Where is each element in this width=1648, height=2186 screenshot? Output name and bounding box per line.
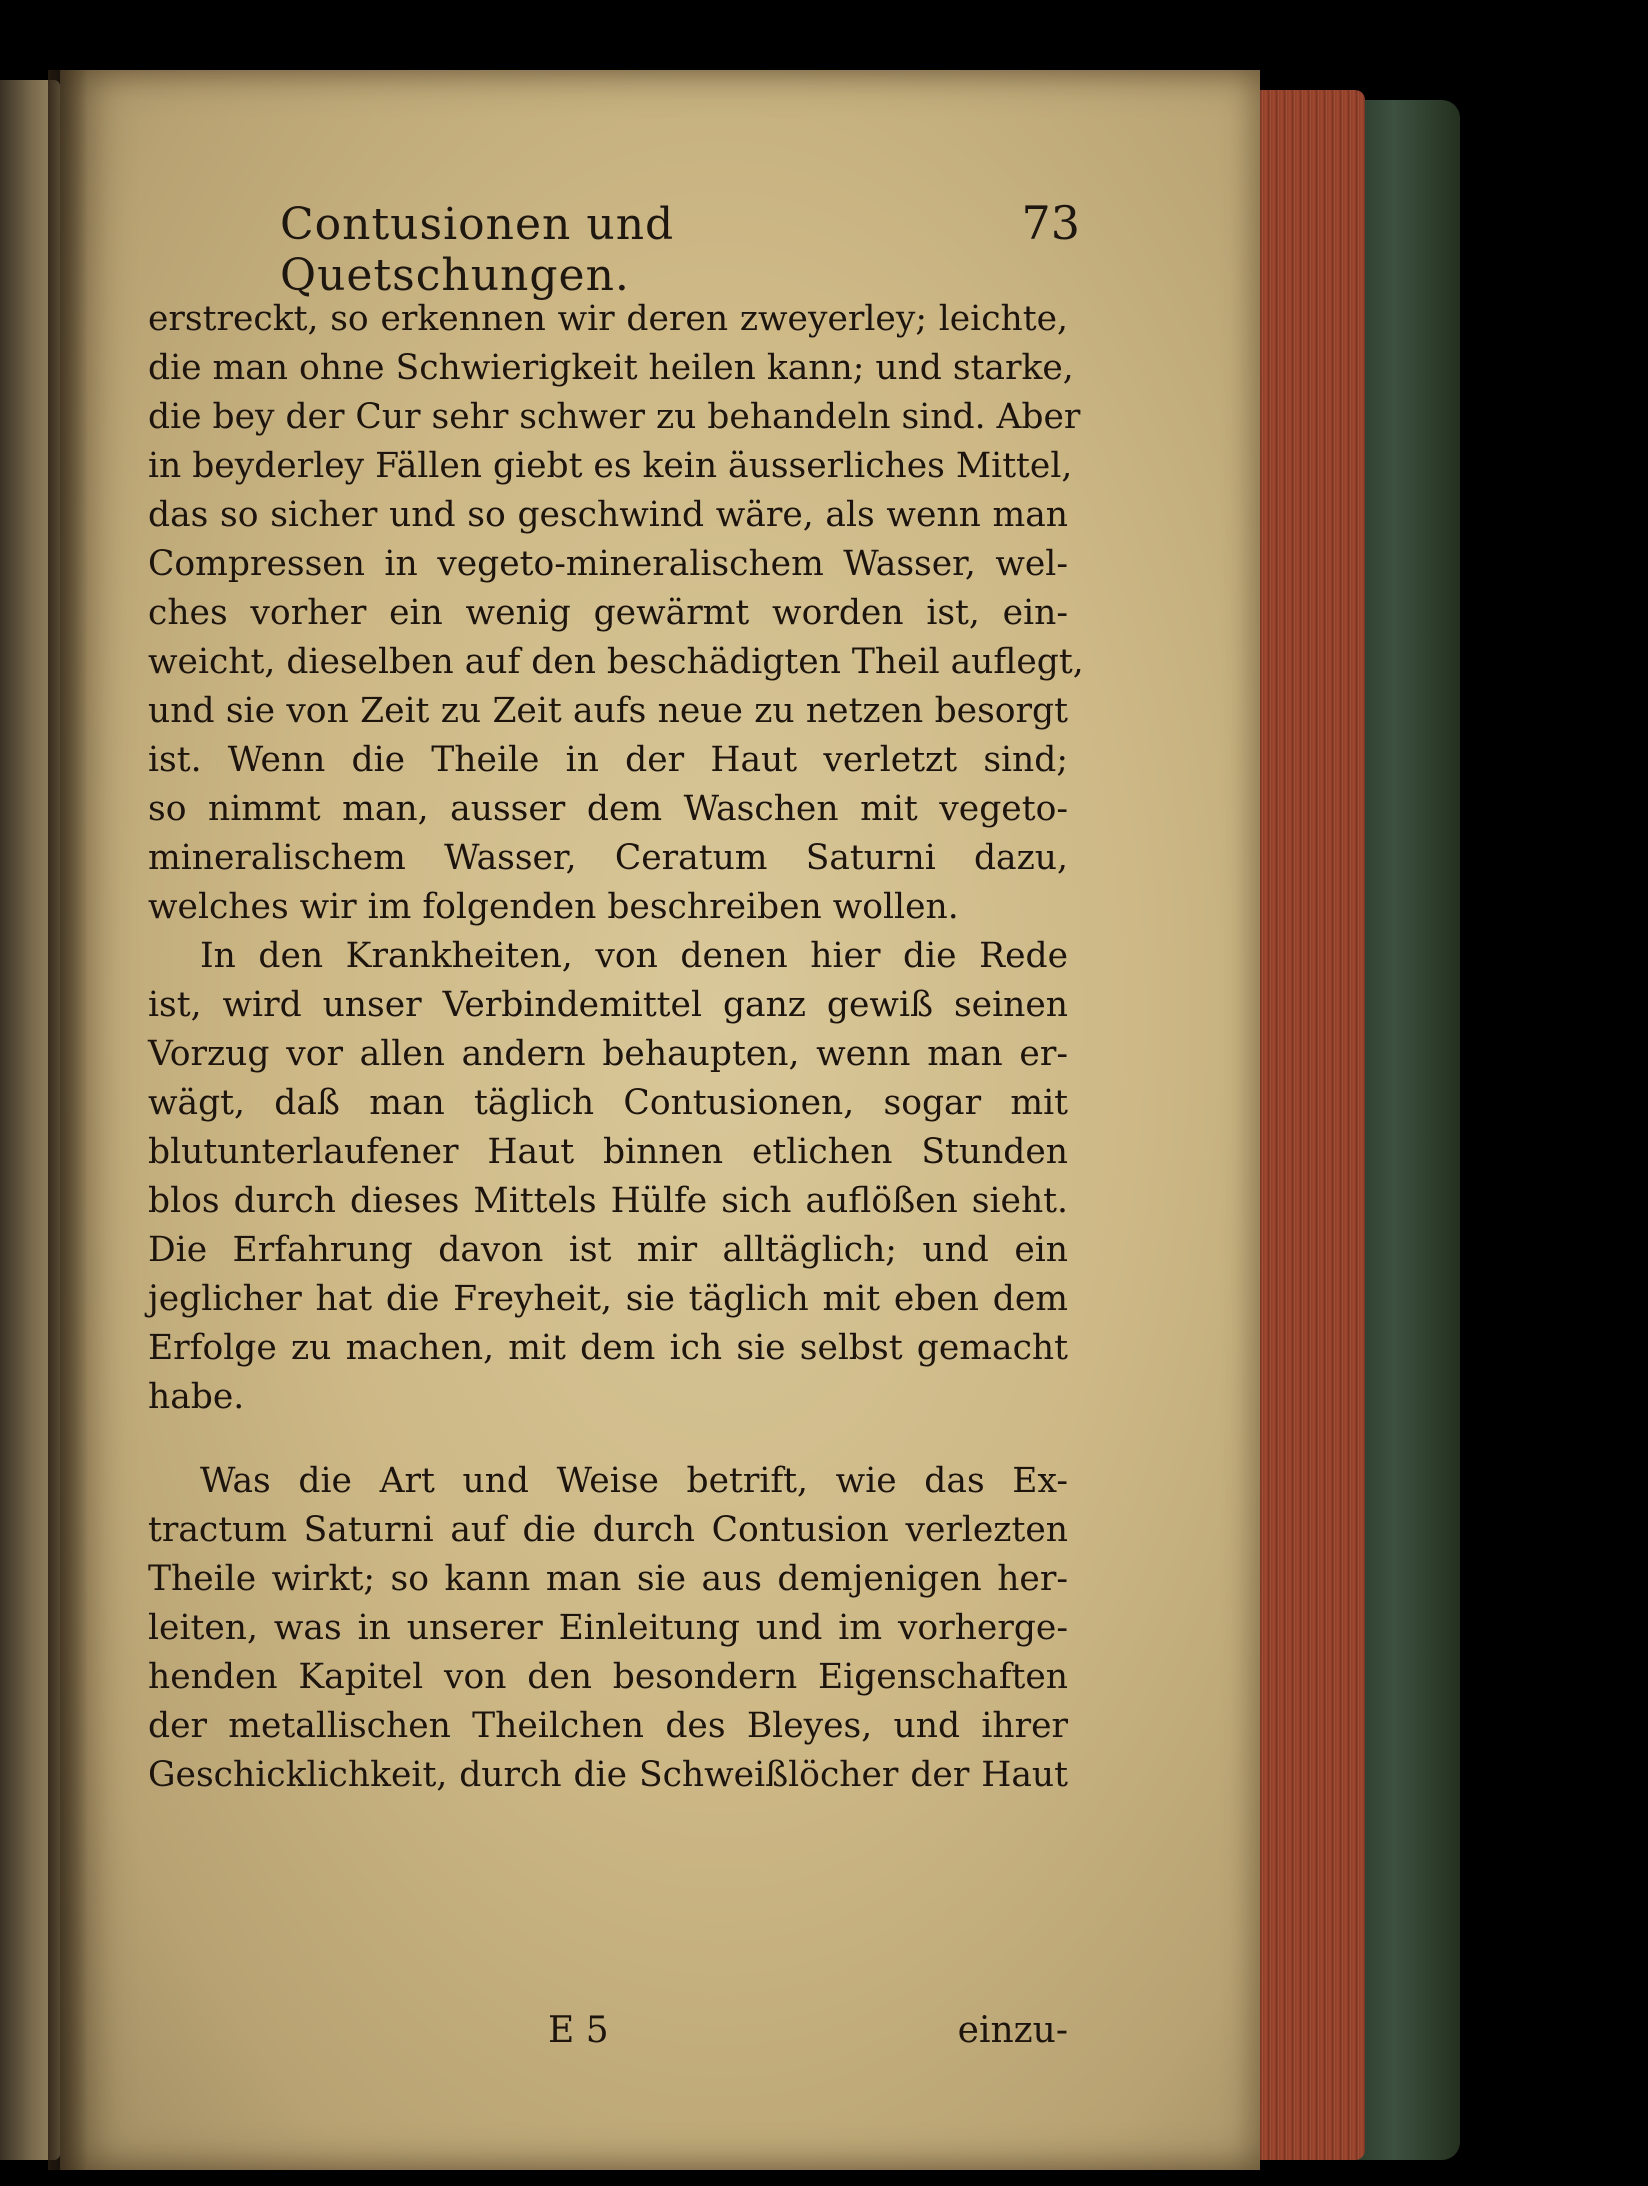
text-line: welches wir im folgenden beschreiben wollen. — [148, 887, 959, 927]
catchword: einzu- — [957, 2010, 1068, 2051]
text-line: leiten, was in unserer Einleitung und im vorherge- — [148, 1608, 1068, 1648]
page-number: 73 — [1021, 196, 1080, 250]
page-header — [280, 196, 1080, 301]
text-line: In den Krankheiten, von denen hier die Rede — [200, 936, 1068, 976]
text-line: jeglicher hat die Freyheit, sie täglich mit eben dem — [148, 1279, 1068, 1319]
text-line: und sie von Zeit zu Zeit aufs neue zu netzen besorgt — [148, 691, 1068, 731]
text-line: weicht, dieselben auf den beschädigten Theil auflegt, — [148, 642, 1084, 682]
text-line: Theile wirkt; so kann man sie aus demjenigen her- — [148, 1559, 1068, 1599]
running-title: Contusionen und Quetschungen. — [280, 199, 675, 301]
text-line: der metallischen Theilchen des Bleyes, und ihrer — [148, 1706, 1068, 1746]
text-line: blutunterlaufener Haut binnen etlichen Stunden — [148, 1132, 1068, 1172]
page-footer — [148, 2010, 1068, 2060]
text-line: so nimmt man, ausser dem Waschen mit vegeto- — [148, 789, 1068, 829]
text-line: in beyderley Fällen giebt es kein äusserliches Mittel, — [148, 446, 1073, 486]
text-line: tractum Saturni auf die durch Contusion verlezten — [148, 1510, 1068, 1550]
text-line: das so sicher und so geschwind wäre, als wenn man — [148, 495, 1068, 535]
book-cover-edge — [1350, 100, 1460, 2160]
paragraph-gap — [148, 1422, 1068, 1457]
text-line: mineralischem Wasser, Ceratum Saturni dazu, — [148, 838, 1068, 878]
text-line: Compressen in vegeto-mineralischem Wasser, wel- — [148, 544, 1068, 584]
text-line: Erfolge zu machen, mit dem ich sie selbst gemacht — [148, 1328, 1068, 1368]
gutter-shadow — [48, 70, 88, 2170]
text-line: Die Erfahrung davon ist mir alltäglich; und ein — [148, 1230, 1068, 1270]
text-line: Was die Art und Weise betrift, wie das Ex- — [200, 1461, 1068, 1501]
text-line: erstreckt, so erkennen wir deren zweyerley; leichte, — [148, 299, 1068, 339]
text-line: die man ohne Schwierigkeit heilen kann; und starke, — [148, 348, 1074, 388]
text-line: Geschicklichkeit, durch die Schweißlöcher der Haut — [148, 1755, 1068, 1795]
text-line: blos durch dieses Mittels Hülfe sich auflößen sieht. — [148, 1181, 1068, 1221]
body-text — [148, 295, 1084, 1800]
text-line: wägt, daß man täglich Contusionen, sogar mit — [148, 1083, 1068, 1123]
text-line: habe. — [148, 1377, 245, 1417]
text-line: henden Kapitel von den besondern Eigenschaften — [148, 1657, 1068, 1697]
text-line: die bey der Cur sehr schwer zu behandeln sind. Aber — [148, 397, 1081, 437]
signature-mark: E 5 — [548, 2010, 609, 2051]
text-line: ches vorher ein wenig gewärmt worden ist, ein- — [148, 593, 1068, 633]
text-line: ist, wird unser Verbindemittel ganz gewiß seinen — [148, 985, 1068, 1025]
text-line: ist. Wenn die Theile in der Haut verletzt sind; — [148, 740, 1068, 780]
red-page-edges — [1255, 90, 1365, 2160]
text-line: Vorzug vor allen andern behaupten, wenn man er- — [148, 1034, 1068, 1074]
